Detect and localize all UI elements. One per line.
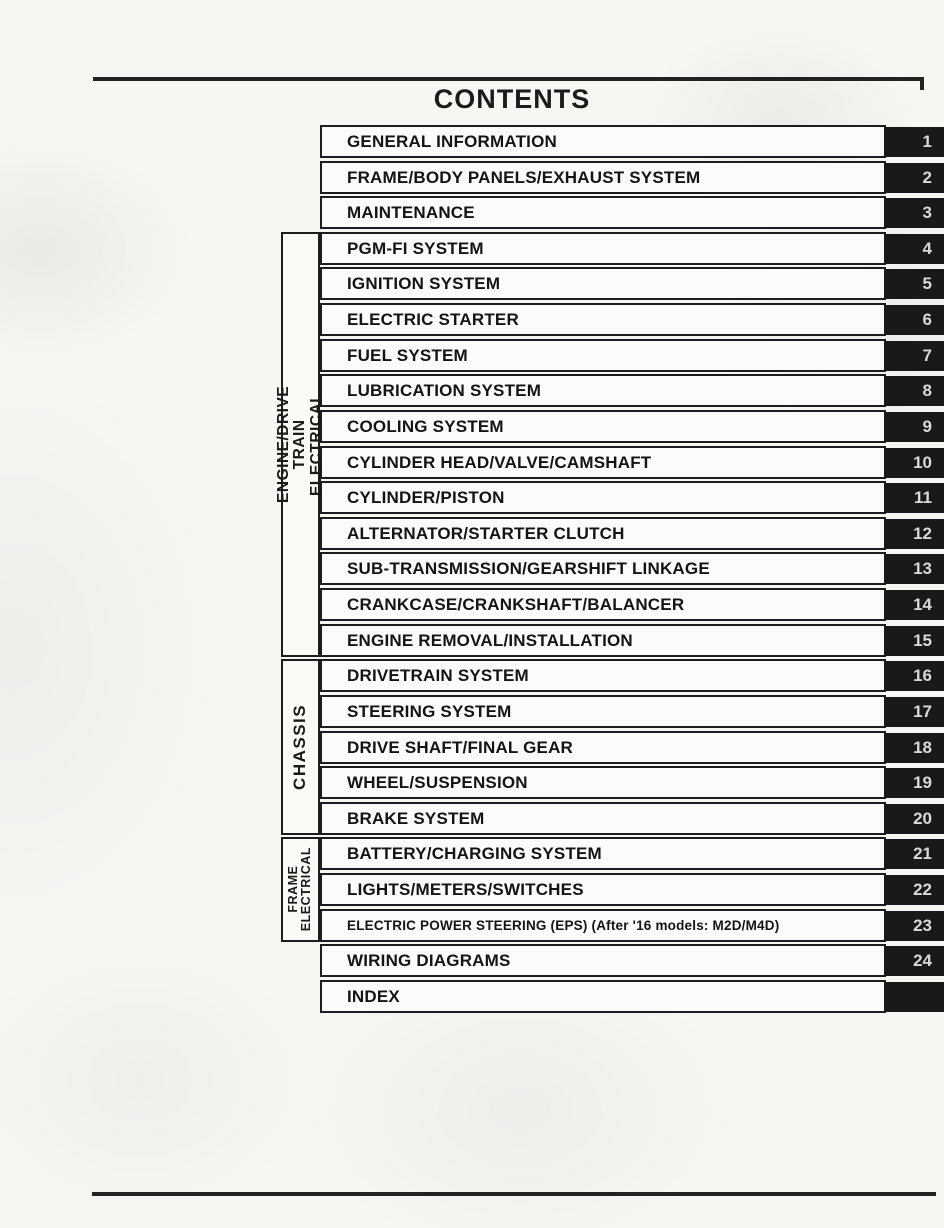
chapter-number-tab (884, 163, 944, 193)
chapter-number-tab (884, 412, 944, 442)
chapter-row-box (320, 374, 886, 407)
chapter-row-box (320, 944, 886, 977)
chapter-label: DRIVETRAIN SYSTEM (347, 665, 529, 685)
chapter-label: CYLINDER HEAD/VALVE/CAMSHAFT (347, 452, 652, 472)
chapter-row-box (320, 232, 886, 265)
chapter-label: MAINTENANCE (347, 202, 475, 222)
chapter-label: PGM-FI SYSTEM (347, 238, 484, 258)
chapter-row-box (320, 588, 886, 621)
chapter-row-box (320, 481, 886, 514)
chapter-label: CYLINDER/PISTON (347, 487, 505, 507)
chapter-number: 17 (913, 702, 932, 721)
chapter-number: 5 (922, 274, 932, 293)
chapter-number: 3 (922, 203, 932, 222)
chapter-number-tab (884, 198, 944, 228)
chapter-number: 4 (922, 239, 932, 258)
chapter-row-box (320, 446, 886, 479)
chapter-number-tab (884, 982, 944, 1012)
page-title: CONTENTS (433, 84, 591, 114)
chapter-label: BRAKE SYSTEM (347, 808, 485, 828)
chapter-label: LUBRICATION SYSTEM (347, 380, 542, 400)
chapter-row-box (320, 410, 886, 443)
chapter-row-box (320, 873, 886, 906)
chapter-number: 22 (913, 880, 932, 899)
chapter-row-box (320, 980, 886, 1013)
chapter-row-box (320, 303, 886, 336)
group-bracket (281, 837, 320, 942)
group-label: FRAME ELECTRICAL (286, 847, 314, 932)
chapter-label: DRIVE SHAFT/FINAL GEAR (347, 737, 574, 757)
chapter-number: 23 (913, 916, 932, 935)
chapter-number-tab (884, 661, 944, 691)
chapter-number: 13 (913, 559, 932, 578)
chapter-row-box (320, 909, 886, 942)
chapter-number: 10 (913, 453, 932, 472)
chapter-number-tab (884, 626, 944, 656)
chapter-number: 2 (922, 168, 932, 187)
chapter-row-box (320, 517, 886, 550)
group-label: CHASSIS (290, 703, 310, 791)
chapter-row-box (320, 267, 886, 300)
chapter-label: FRAME/BODY PANELS/EXHAUST SYSTEM (347, 167, 701, 187)
chapter-number-tab (884, 733, 944, 763)
chapter-label: WHEEL/SUSPENSION (347, 772, 528, 792)
chapter-row-box (320, 837, 886, 870)
chapter-number-tab (884, 127, 944, 157)
chapter-number: 19 (913, 773, 932, 792)
chapter-number-tab (884, 341, 944, 371)
chapter-number-tab (884, 269, 944, 299)
chapter-number-tab (884, 911, 944, 941)
bottom-rule (92, 1192, 936, 1196)
chapter-label: FUEL SYSTEM (347, 345, 468, 365)
chapter-label: ELECTRIC POWER STEERING (EPS) (After '16 models: M2D/M4D) (347, 918, 780, 933)
chapter-number: 6 (922, 310, 932, 329)
chapter-number-tab (884, 768, 944, 798)
chapter-row-box (320, 766, 886, 799)
chapter-number: 8 (922, 381, 932, 400)
chapter-number-tab (884, 804, 944, 834)
chapter-number-tab (884, 839, 944, 869)
chapter-number-tab (884, 448, 944, 478)
chapter-number-tab (884, 376, 944, 406)
chapter-row-box (320, 624, 886, 657)
chapter-number-tab (884, 697, 944, 727)
chapter-row-box (320, 659, 886, 692)
chapter-row-box (320, 161, 886, 194)
chapter-row-box (320, 695, 886, 728)
chapter-label: SUB-TRANSMISSION/GEARSHIFT LINKAGE (347, 558, 710, 578)
chapter-row-box (320, 552, 886, 585)
chapter-number: 12 (913, 524, 932, 543)
chapter-number-tab (884, 875, 944, 905)
chapter-number: 16 (913, 666, 932, 685)
chapter-row-box (320, 731, 886, 764)
chapter-number: 24 (913, 951, 932, 970)
chapter-number: 9 (922, 417, 932, 436)
chapter-number-tab (884, 590, 944, 620)
chapter-label: WIRING DIAGRAMS (347, 950, 511, 970)
chapter-label: CRANKCASE/CRANKSHAFT/BALANCER (347, 594, 685, 614)
chapter-number: 20 (913, 809, 932, 828)
chapter-number: 18 (913, 738, 932, 757)
chapter-number: 14 (913, 595, 932, 614)
chapter-label: GENERAL INFORMATION (347, 131, 557, 151)
group-label: ENGINE/DRIVE TRAIN ELECTRICAL (275, 385, 325, 504)
chapter-row-box (320, 339, 886, 372)
group-bracket (281, 659, 320, 835)
top-rule (93, 77, 924, 81)
chapter-number-tab (884, 483, 944, 513)
chapter-row-box (320, 196, 886, 229)
chapter-label: LIGHTS/METERS/SWITCHES (347, 879, 584, 899)
chapter-label: COOLING SYSTEM (347, 416, 504, 436)
chapter-label: INDEX (347, 986, 400, 1006)
chapter-label: STEERING SYSTEM (347, 701, 512, 721)
chapter-label: ELECTRIC STARTER (347, 309, 519, 329)
chapter-number-tab (884, 519, 944, 549)
chapter-number-tab (884, 554, 944, 584)
chapter-number-tab (884, 305, 944, 335)
chapter-number: 21 (913, 844, 932, 863)
chapter-number: 1 (922, 132, 932, 151)
chapter-label: ENGINE REMOVAL/INSTALLATION (347, 630, 633, 650)
chapter-number: 15 (913, 631, 932, 650)
chapter-number: 11 (914, 488, 932, 507)
chapter-number: 7 (922, 346, 932, 365)
chapter-number-tab (884, 234, 944, 264)
group-bracket (275, 232, 325, 657)
chapter-row-box (320, 802, 886, 835)
chapter-row-box (320, 125, 886, 158)
chapter-label: BATTERY/CHARGING SYSTEM (347, 843, 602, 863)
chapter-label: ALTERNATOR/STARTER CLUTCH (347, 523, 625, 543)
chapter-label: IGNITION SYSTEM (347, 273, 501, 293)
chapter-number-tab (884, 946, 944, 976)
